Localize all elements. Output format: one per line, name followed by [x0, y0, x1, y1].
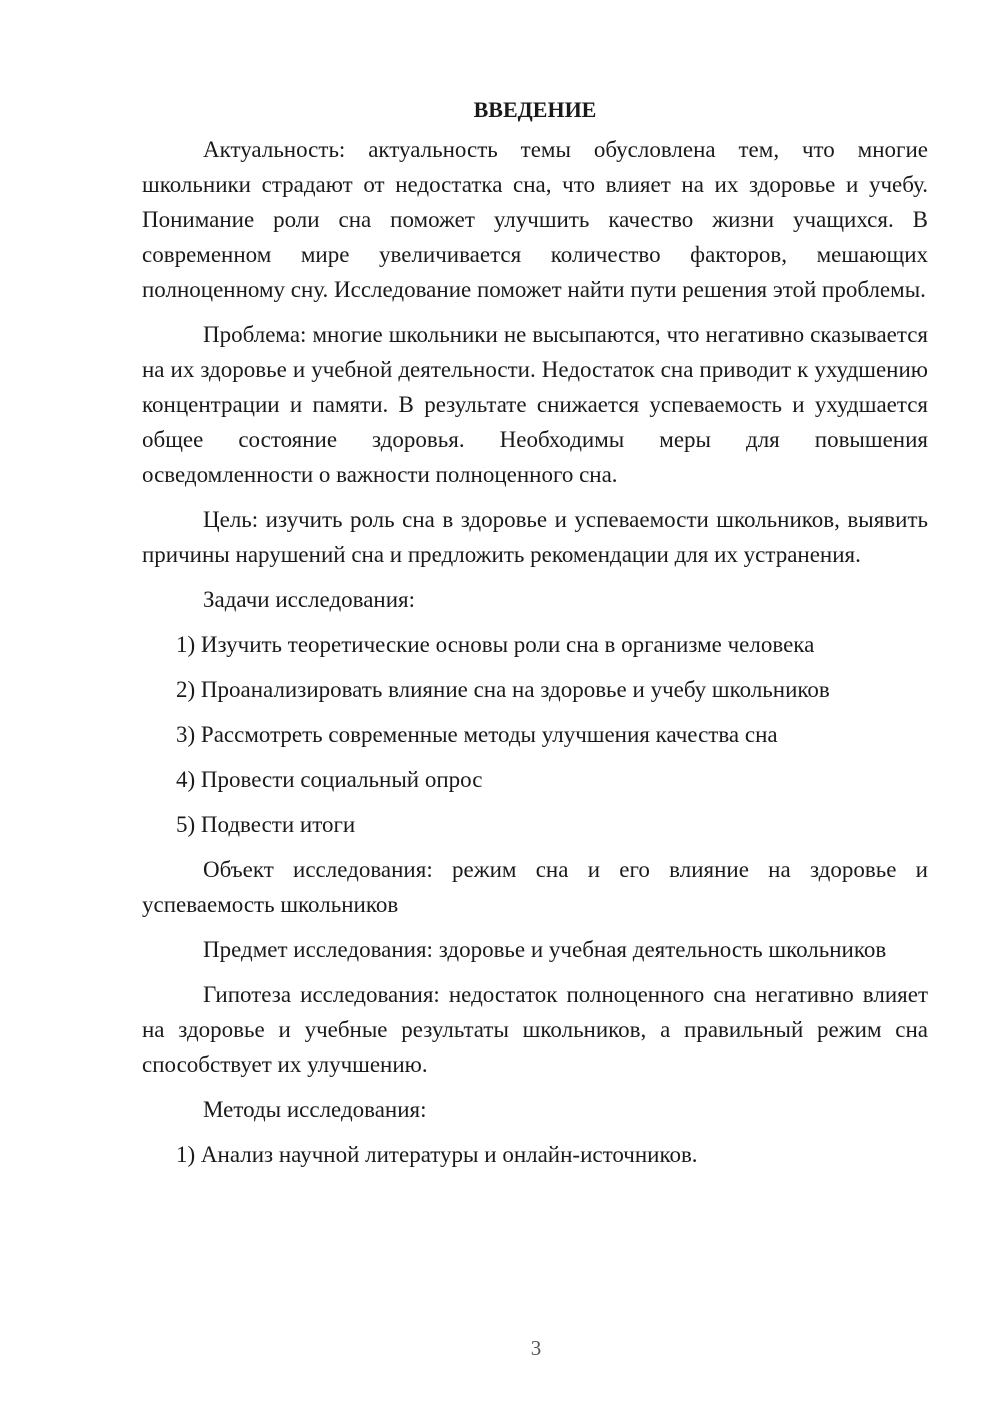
hypothesis-paragraph: Гипотеза исследования: недостаток полноценного сна негативно влияет на здоровье и учебные результаты школьников, а правильный режим сна способствует их улучшению. [142, 982, 928, 1077]
task-item-3: 3) Рассмотреть современные методы улучшения качества сна [176, 722, 778, 747]
subject-paragraph: Предмет исследования: здоровье и учебная деятельность школьников [203, 937, 887, 962]
goal-paragraph: Цель: изучить роль сна в здоровье и успеваемости школьников, выявить причины нарушений сна и предложить рекомендации для их устранения. [142, 507, 928, 567]
task-item-2: 2) Проанализировать влияние сна на здоровье и учебу школьников [176, 677, 830, 702]
problem-paragraph: Проблема: многие школьники не высыпаются, что негативно сказывается на их здоровье и учебной деятельности. Недостаток сна приводит к ухудшению концентрации и памяти. В результате снижается успеваемость и ухудшается общее состояние здоровья. Необходимы меры для повышения осведомленности о важности полноценного сна. [142, 322, 928, 487]
tasks-heading: Задачи исследования: [203, 587, 416, 612]
page-content [142, 92, 928, 1182]
task-item-5: 5) Подвести итоги [176, 812, 356, 837]
relevance-paragraph: Актуальность: актуальность темы обусловлена тем, что многие школьники страдают от недостатка сна, что влияет на их здоровье и учебу. Понимание роли сна поможет улучшить качество жизни учащихся. В современном мире увеличивается количество факторов, мешающих полноценному сну. Исследование поможет найти пути решения этой проблемы. [142, 137, 928, 302]
method-item-1: 1) Анализ научной литературы и онлайн-источников. [176, 1142, 698, 1167]
task-item-4: 4) Провести социальный опрос [176, 767, 483, 792]
methods-heading: Методы исследования: [203, 1097, 427, 1122]
object-paragraph: Объект исследования: режим сна и его влияние на здоровье и успеваемость школьников [142, 857, 928, 917]
page-number: 3 [530, 1336, 542, 1360]
task-item-1: 1) Изучить теоретические основы роли сна в организме человека [176, 632, 815, 657]
section-title: ВВЕДЕНИЕ [473, 97, 597, 122]
